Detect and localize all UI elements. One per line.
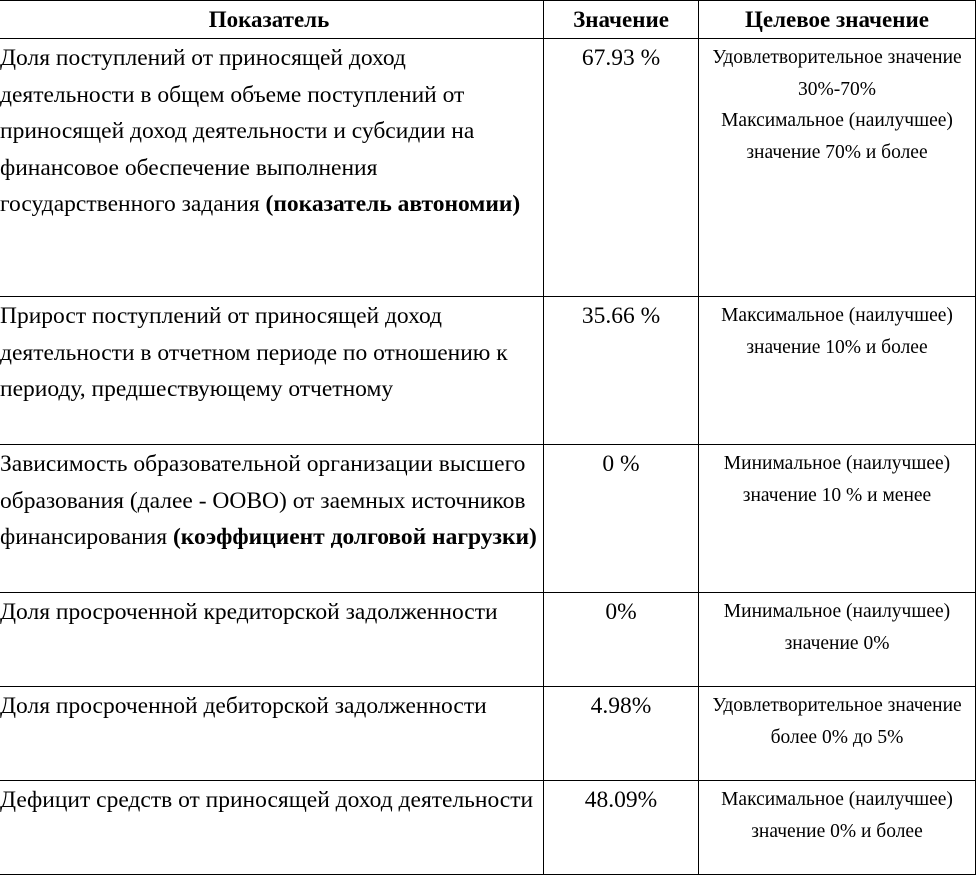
table-row xyxy=(0,593,976,687)
target-line: Удовлетворительное значение более 0% до 5% xyxy=(712,695,962,748)
target-line: Максимальное (наилучшее) значение 10% и более xyxy=(721,305,953,358)
target-line: Максимальное (наилучшее) значение 0% и более xyxy=(721,789,953,842)
table-row xyxy=(0,39,976,297)
header-indicator: Показатель xyxy=(0,1,544,39)
indicator-cell xyxy=(0,593,544,687)
value-cell: 35.66 % xyxy=(544,297,699,445)
table-row xyxy=(0,781,976,875)
indicator-bold-note: (коэффициент долговой нагрузки) xyxy=(172,524,537,550)
table-header-row xyxy=(0,1,976,39)
indicator-text: Доля просроченной кредиторской задолженности xyxy=(0,599,498,625)
target-cell xyxy=(699,687,976,781)
target-cell xyxy=(699,593,976,687)
target-cell xyxy=(699,445,976,593)
indicator-cell xyxy=(0,781,544,875)
indicator-bold-note: (показатель автономии) xyxy=(265,191,521,217)
value-cell: 67.93 % xyxy=(544,39,699,297)
indicator-text: Зависимость образовательной организации высшего образования (далее - ООВО) от заемных источников финансирования xyxy=(0,451,526,550)
target-cell xyxy=(699,39,976,297)
target-line: Максимальное (наилучшее) значение 70% и более xyxy=(721,110,953,163)
indicator-cell xyxy=(0,445,544,593)
indicator-cell xyxy=(0,687,544,781)
header-value: Значение xyxy=(544,1,699,39)
value-cell: 0% xyxy=(544,593,699,687)
header-target: Целевое значение xyxy=(699,1,976,39)
target-line: Удовлетворительное значение 30%-70% xyxy=(712,47,962,100)
value-cell: 0 % xyxy=(544,445,699,593)
indicator-cell xyxy=(0,39,544,297)
table-row xyxy=(0,297,976,445)
target-cell xyxy=(699,781,976,875)
indicator-text: Дефицит средств от приносящей доход деятельности xyxy=(0,787,534,813)
table-row xyxy=(0,445,976,593)
value-cell: 48.09% xyxy=(544,781,699,875)
target-line: Минимальное (наилучшее) значение 0% xyxy=(723,601,951,654)
indicator-text: Прирост поступлений от приносящей доход деятельности в отчетном периоде по отношению к периоду, предшествующему отчетному xyxy=(0,303,508,402)
indicator-text: Доля поступлений от приносящей доход деятельности в общем объеме поступлений от приносящей доход деятельности и субсидии на финансовое обеспечение выполнения государственного задания xyxy=(0,45,475,217)
value-cell: 4.98% xyxy=(544,687,699,781)
target-cell xyxy=(699,297,976,445)
indicator-text: Доля просроченной дебиторской задолженности xyxy=(0,693,487,719)
table-row xyxy=(0,687,976,781)
indicator-cell xyxy=(0,297,544,445)
target-line: Минимальное (наилучшее) значение 10 % и менее xyxy=(723,453,951,506)
